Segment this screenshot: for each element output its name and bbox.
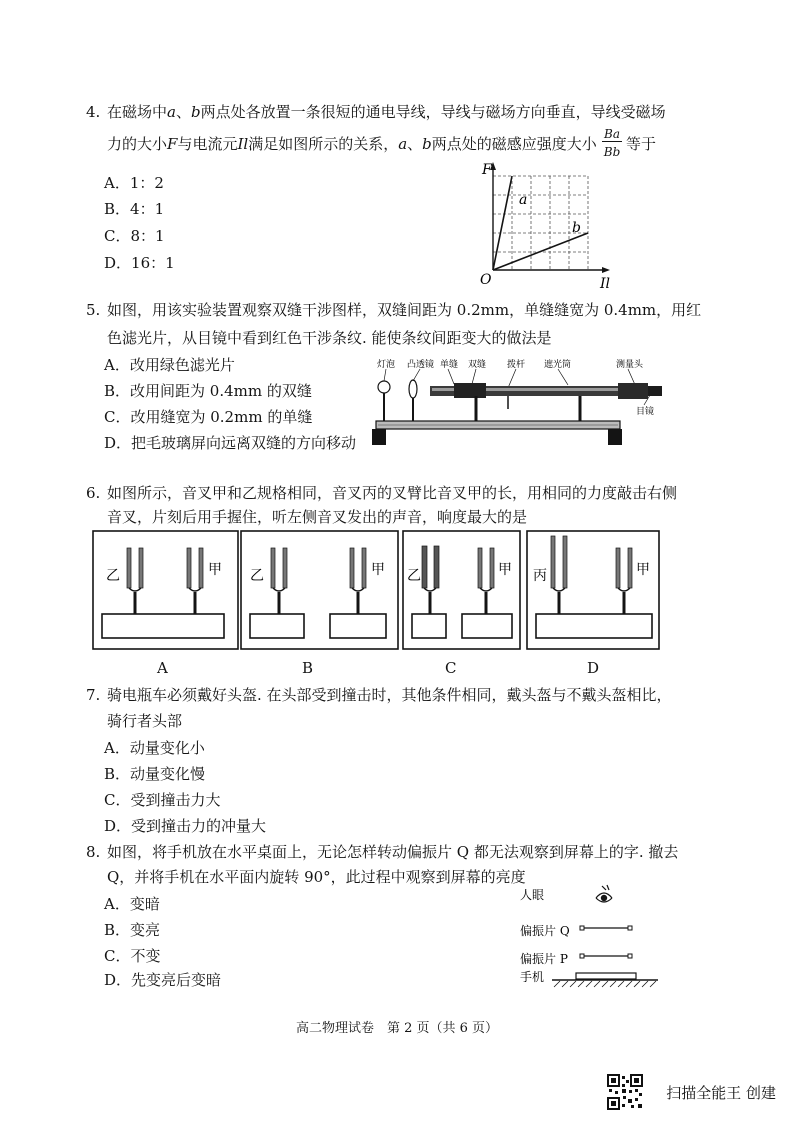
qr-code-icon — [607, 1074, 643, 1110]
q4-line2-end: 等于 — [626, 135, 657, 153]
measuring-head — [618, 383, 648, 399]
q6-line2: 音叉，片刻后用手握住，听左侧音叉发出的声音，响度最大的是 — [107, 508, 528, 526]
q5-option-a: A．改用绿色滤光片 — [104, 356, 235, 374]
label-bing: 丙 — [533, 568, 547, 584]
convex-lens — [409, 380, 417, 398]
q8-option-b: B．变亮 — [104, 921, 161, 939]
label-polarizer-q: 偏振片 Q — [520, 924, 570, 938]
label-jia: 甲 — [498, 562, 512, 578]
q6-caption-a: A — [157, 659, 168, 677]
table-hatching — [554, 981, 656, 987]
q8-polarizer-diagram — [518, 884, 698, 996]
label-measuring-head: 测量头 — [616, 360, 644, 370]
label-yi: 乙 — [250, 568, 264, 584]
eye-icon — [596, 885, 612, 902]
q8-option-d: D．先变亮后变暗 — [104, 971, 222, 989]
resonance-box-right — [462, 614, 512, 638]
polarizer-p — [580, 954, 632, 958]
q8-option-c: C．不变 — [104, 947, 161, 965]
label-single-slit: 单缝 — [440, 360, 459, 370]
q4-option-b: B．4：1 — [104, 200, 165, 218]
right-tuning-fork — [478, 548, 494, 614]
left-tuning-fork — [271, 548, 287, 614]
label-eyepiece: 目镜 — [636, 407, 655, 417]
y-axis-label: F — [482, 162, 492, 178]
q7-line1: 骑电瓶车必须戴好头盔. 在头部受到撞击时，其他条件相同，戴头盔与不戴头盔相比， — [107, 686, 672, 704]
q6-number: 6. — [86, 484, 101, 502]
q6-panel-a — [92, 530, 240, 650]
q5-option-c: C．改用缝宽为 0.2mm 的单缝 — [104, 408, 313, 426]
q8-line1: 如图，将手机放在水平桌面上，无论怎样转动偏振片 Q 都无法观察到屏幕上的字. 撤去 — [107, 843, 679, 861]
q5-number: 5. — [86, 301, 101, 319]
q5-option-d: D．把毛玻璃屏向远离双缝的方向移动 — [104, 434, 357, 452]
bench-foot-left — [372, 429, 386, 445]
q5-interference-apparatus — [368, 357, 680, 449]
fraction-numerator: Ba — [602, 127, 622, 142]
label-phone: 手机 — [520, 970, 545, 984]
q4-number: 4. — [86, 103, 101, 121]
q6-line1: 如图所示，音叉甲和乙规格相同，音叉丙的叉臂比音叉甲的长，用相同的力度敲击右侧 — [107, 484, 678, 502]
q4-option-c: C．8：1 — [104, 227, 165, 245]
right-tuning-fork — [187, 548, 203, 614]
q4-line2: 力的大小F与电流元Il满足如图所示的关系，a、b两点处的磁感应强度大小 — [107, 135, 597, 153]
label-yi: 乙 — [106, 568, 120, 584]
label-jia: 甲 — [636, 562, 650, 578]
q4-option-a: A．1：2 — [104, 174, 164, 192]
fraction-denominator: Bb — [603, 145, 621, 159]
label-eye: 人眼 — [520, 888, 545, 902]
eyepiece — [648, 386, 662, 396]
q7-line2: 骑行者头部 — [107, 712, 183, 730]
label-lever: 拨杆 — [507, 360, 526, 370]
q8-line2: Q，并将手机在水平面内旋转 90°，此过程中观察到屏幕的亮度 — [107, 868, 526, 886]
left-tuning-fork — [422, 546, 439, 614]
label-double-slit: 双缝 — [468, 360, 487, 370]
q6-panel-d — [526, 530, 661, 650]
scanner-watermark: 扫描全能王 创建 — [666, 1084, 776, 1102]
resonance-box — [536, 614, 652, 638]
phone — [576, 973, 636, 979]
resonance-box-left — [250, 614, 304, 638]
x-axis-arrow — [602, 267, 610, 273]
label-light-tube: 遮光筒 — [544, 360, 572, 370]
q7-number: 7. — [86, 686, 101, 704]
resonance-box-right — [330, 614, 386, 638]
q7-option-d: D．受到撞击力的冲量大 — [104, 817, 267, 835]
q4-force-current-graph — [476, 160, 626, 290]
q6-panel-b — [240, 530, 400, 650]
label-bulb: 灯泡 — [377, 360, 396, 370]
q6-caption-c: C — [445, 659, 457, 677]
q4-option-d: D．16：1 — [104, 254, 175, 272]
right-tuning-fork — [616, 548, 632, 614]
page-footer: 高二物理试卷 第 2 页（共 6 页） — [295, 1021, 499, 1036]
q7-option-a: A．动量变化小 — [104, 739, 205, 757]
left-tuning-fork-long — [551, 536, 567, 614]
polarizer-q — [580, 926, 632, 930]
q6-panel-c — [402, 530, 522, 650]
origin-label: O — [480, 272, 492, 288]
q7-option-c: C．受到撞击力大 — [104, 791, 221, 809]
resonance-box-left — [412, 614, 446, 638]
left-tuning-fork — [127, 548, 143, 614]
q8-option-a: A．变暗 — [104, 895, 160, 913]
q8-number: 8. — [86, 843, 101, 861]
q5-line2: 色滤光片，从目镜中看到红色干涉条纹. 能使条纹间距变大的做法是 — [107, 329, 552, 347]
label-yi: 乙 — [407, 568, 421, 584]
line-a-label: a — [519, 192, 528, 208]
q4-line1: 在磁场中a、b两点处各放置一条很短的通电导线，导线与磁场方向垂直，导线受磁场 — [107, 103, 666, 121]
label-jia: 甲 — [371, 562, 385, 578]
q5-line1: 如图，用该实验装置观察双缝干涉图样，双缝间距为 0.2mm，单缝缝宽为 0.4mm，用红 — [107, 301, 702, 319]
right-tuning-fork — [350, 548, 366, 614]
q5-option-b: B．改用间距为 0.4mm 的双缝 — [104, 382, 312, 400]
slit-holder — [454, 383, 486, 398]
label-lens: 凸透镜 — [407, 360, 435, 370]
label-polarizer-p: 偏振片 P — [520, 952, 568, 966]
line-b — [493, 233, 588, 270]
x-axis-label: Il — [600, 276, 611, 290]
label-jia: 甲 — [208, 562, 222, 578]
line-a — [493, 176, 512, 270]
resonance-box — [102, 614, 224, 638]
q6-caption-d: D — [587, 659, 600, 677]
bulb — [378, 381, 390, 393]
q7-option-b: B．动量变化慢 — [104, 765, 206, 783]
bench-foot-right — [608, 429, 622, 445]
q6-caption-b: B — [302, 659, 314, 677]
line-b-label: b — [572, 220, 581, 236]
